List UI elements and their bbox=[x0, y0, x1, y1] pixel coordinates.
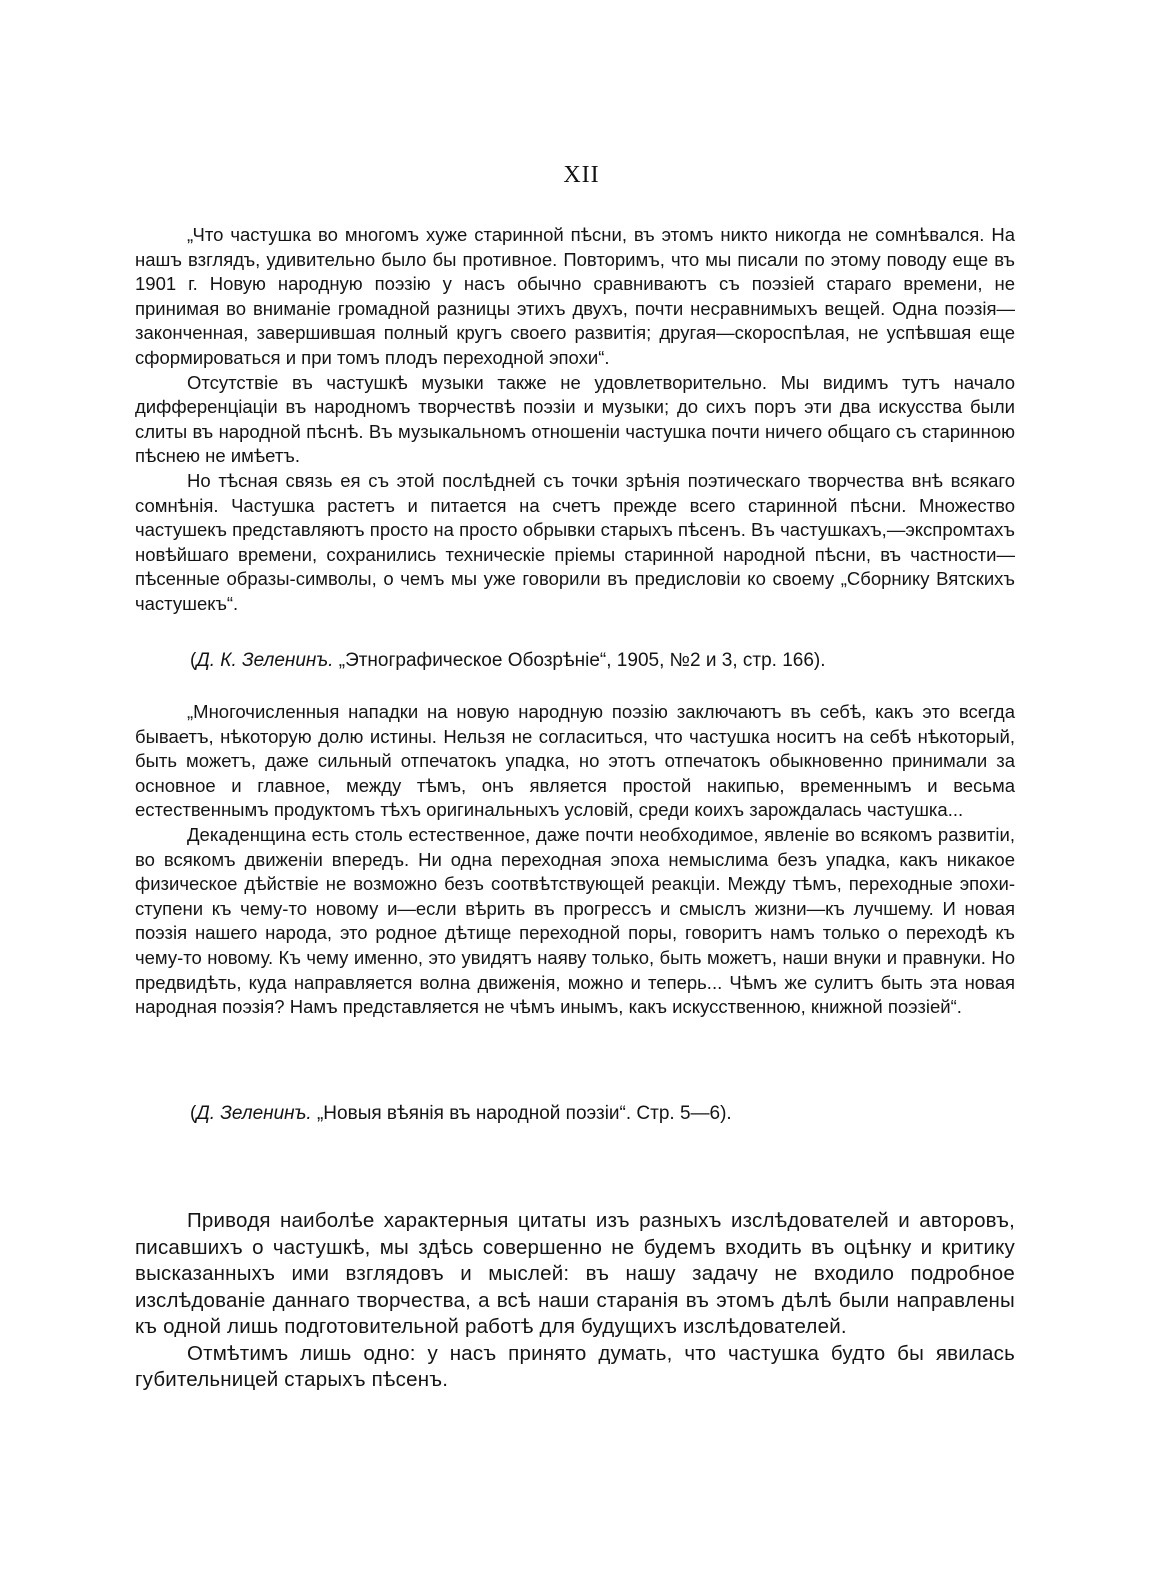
body-text-block bbox=[135, 1208, 1015, 1394]
quote1-paragraph: Но тѣсная связь ея съ этой послѣдней съ точки зрѣнія поэтическаго творчества внѣ всякаго сомнѣнія. Частушка растетъ и питается на счетъ прежде всего старинной пѣсни. Множество частушекъ представляютъ просто на просто обрывки старыхъ пѣсенъ. Въ частушкахъ,—экспромтахъ новѣйшаго времени, сохранились техническіе пріемы старинной народной пѣсни, въ частности—пѣсенные образы-символы, о чемъ мы уже говорили въ предисловіи ко своему „Сборнику Вятскихъ частушекъ“. bbox=[135, 469, 1015, 614]
quote2-paragraph: „Многочисленныя нападки на новую народную поэзію заключаютъ въ себѣ, какъ это всегда бываетъ, нѣкоторую долю истины. Нельзя не согласиться, что частушка носитъ на себѣ нѣкоторый, быть можетъ, даже сильный отпечатокъ упадка, но этотъ отпечатокъ обыкновенно принимали за основное и главное, между тѣмъ, онъ является простой накипью, временнымъ и весьма естественнымъ продуктомъ тѣхъ оригинальныхъ условій, среди коихъ зарождалась частушка... bbox=[135, 701, 1015, 821]
quote2-paragraph: Декаденщина есть столь естественное, даже почти необходимое, явленіе во всякомъ развитіи, во всякомъ движеніи впередъ. Ни одна переходная эпоха немыслима безъ упадка, какъ никакое физическое дѣйствіе не возможно безъ соотвѣтствующей реакціи. Между тѣмъ, переходные эпохи-ступени къ чему-то новому и—если вѣрить въ прогрессъ и смыслъ жизни—къ лучшему. И новая поэзія нашего народа, это родное дѣтище переходной поры, говоритъ намъ только о переходѣ къ чему-то новому. Къ чему именно, это увидятъ наяву только, быть можетъ, наши внуки и правнуки. Но предвидѣть, куда направляется волна движенія, можно и теперь... Чѣмъ же сулитъ быть эта новая народная поэзія? Намъ представляется не чѣмъ инымъ, какъ искусственною, книжной поэзіей“. bbox=[135, 823, 1015, 1018]
quote1-source: (Д. К. Зеленинъ. „Этнографическое Обозрѣніе“, 1905, №2 и 3, стр. 166). bbox=[190, 650, 826, 671]
page-number: XII bbox=[563, 162, 600, 188]
quote1-source-text: „Этнографическое Обозрѣніе“, 1905, №2 и 3, стр. 166). bbox=[338, 650, 826, 671]
quote2-source: (Д. Зеленинъ. „Новыя вѣянія въ народной поэзіи“. Стр. 5—6). bbox=[190, 1103, 732, 1124]
quote1-source-author: Д. К. Зеленинъ. bbox=[196, 650, 334, 671]
quote-block-2 bbox=[135, 700, 1015, 1020]
quote1-paragraph: Отсутствіе въ частушкѣ музыки также не удовлетворительно. Мы видимъ тутъ начало дифференціаціи въ народномъ творчествѣ поэзіи и музыки; до сихъ поръ эти два искусства были слиты въ народной пѣснѣ. Въ музыкальномъ отношеніи частушка почти ничего общаго съ старинною пѣснею не имѣетъ. bbox=[135, 371, 1015, 467]
quote2-source-text: „Новыя вѣянія въ народной поэзіи“. Стр. 5—6). bbox=[316, 1103, 732, 1124]
body-paragraph: Приводя наиболѣе характерныя цитаты изъ разныхъ изслѣдователей и авторовъ, писавшихъ о частушкѣ, мы здѣсь совершенно не будемъ входить въ оцѣнку и критику высказанныхъ ими взглядовъ и мыслей: въ нашу задачу не входило подробное изслѣдованіе даннаго творчества, а всѣ наши старанія въ этомъ дѣлѣ были направлены къ одной лишь подготовительной работѣ для будущихъ изслѣдователей. bbox=[135, 1209, 1015, 1338]
quote2-source-author: Д. Зеленинъ. bbox=[196, 1103, 312, 1124]
body-paragraph: Отмѣтимъ лишь одно: у насъ принято думать, что частушка будто бы явилась губительницей старыхъ пѣсенъ. bbox=[135, 1341, 1015, 1391]
quote1-paragraph: „Что частушка во многомъ хуже старинной пѣсни, въ этомъ никто никогда не сомнѣвался. На нашъ взглядъ, удивительно было бы противное. Повторимъ, что мы писали по этому поводу еще въ 1901 г. Новую народную поэзію у насъ обычно сравниваютъ съ поэзіей стараго времени, не принимая во вниманіе громадной разницы этихъ двухъ, почти несравнимыхъ вещей. Одна поэзія—законченная, завершившая полный кругъ своего развитія; другая—скороспѣлая, не успѣвшая еще сформироваться и при томъ плодъ переходной эпохи“. bbox=[135, 224, 1015, 368]
quote-block-1 bbox=[135, 223, 1015, 617]
